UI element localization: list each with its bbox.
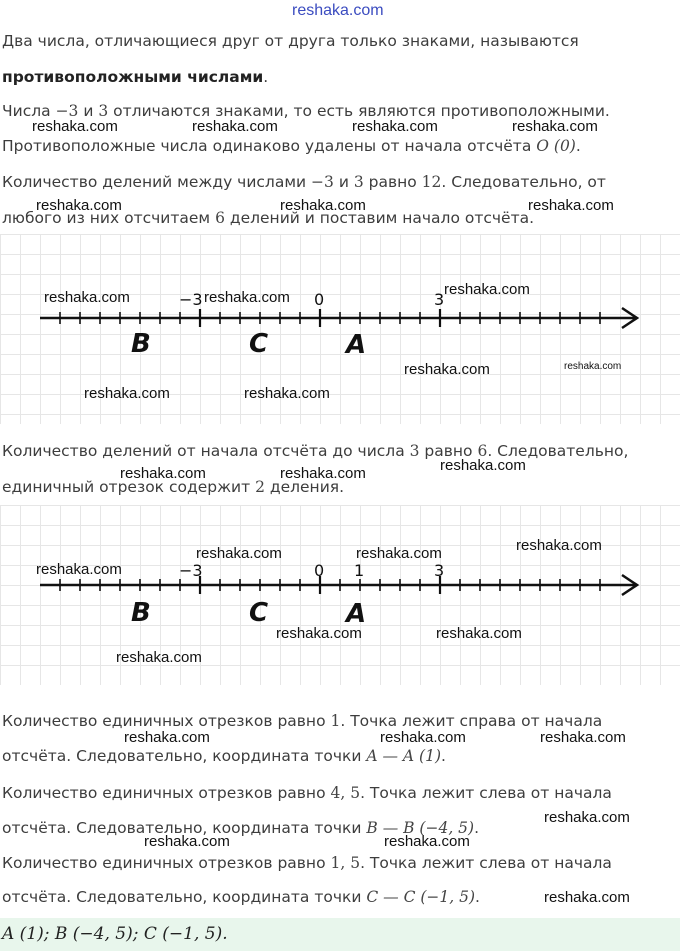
definition-line-1 <box>2 31 579 51</box>
watermark: reshaka.com <box>444 281 530 298</box>
watermark: reshaka.com <box>44 289 130 306</box>
watermark: reshaka.com <box>544 889 630 906</box>
point-label-c: C <box>249 598 269 628</box>
watermark: reshaka.com <box>196 545 282 562</box>
tick-label-0: 0 <box>314 290 325 309</box>
point-label-c: C <box>249 329 269 359</box>
watermark: reshaka.com <box>84 385 170 402</box>
watermark: reshaka.com <box>440 457 526 474</box>
watermark: reshaka.com <box>144 833 230 850</box>
number-line-2 <box>0 505 680 685</box>
definition-text: Два числа, отличающиеся друг от друга только знаками, называются <box>2 32 579 50</box>
watermark: reshaka.com <box>120 465 206 482</box>
opposites-line-2: Противоположные числа одинаково удалены от начала отсчёта O (0). <box>2 137 581 155</box>
divisions-line-1: Количество делений между числами −3 и 3 равно 12. Следовательно, от <box>2 173 606 191</box>
point-b-line-1: Количество единичных отрезков равно 4, 5. Точка лежит слева от начала <box>2 784 612 802</box>
site-header[interactable]: reshaka.com <box>292 2 384 19</box>
point-label-b: B <box>131 598 151 628</box>
watermark: reshaka.com <box>280 465 366 482</box>
watermark: reshaka.com <box>384 833 470 850</box>
divisions-line-2: любого из них отсчитаем 6 делений и поставим начало отсчёта. <box>2 209 535 227</box>
watermark: reshaka.com <box>244 385 330 402</box>
watermark: reshaka.com <box>116 649 202 666</box>
opposites-line-1: Числа −3 и 3 отличаются знаками, то есть являются противоположными. <box>2 102 610 120</box>
watermark: reshaka.com <box>192 118 278 135</box>
point-a-line-2: отсчёта. Следовательно, координата точки A — A (1). <box>2 747 446 765</box>
watermark: reshaka.com <box>540 729 626 746</box>
unit-line-2: единичный отрезок содержит 2 деления. <box>2 478 345 496</box>
watermark: reshaka.com <box>516 537 602 554</box>
watermark: reshaka.com <box>204 289 290 306</box>
unit-line-1: Количество делений от начала отсчёта до числа 3 равно 6. Следовательно, <box>2 442 629 460</box>
watermark: reshaka.com <box>356 545 442 562</box>
watermark: reshaka.com <box>512 118 598 135</box>
watermark: reshaka.com <box>36 561 122 578</box>
watermark: reshaka.com <box>404 361 490 378</box>
point-c-line-2: отсчёта. Следовательно, координата точки C — C (−1, 5). <box>2 888 480 906</box>
watermark: reshaka.com <box>436 625 522 642</box>
tick-label-0: 0 <box>314 561 325 580</box>
tick-label-minus3: −3 <box>179 561 203 580</box>
watermark: reshaka.com <box>380 729 466 746</box>
point-label-b: B <box>131 329 151 359</box>
point-c-line-1: Количество единичных отрезков равно 1, 5. Точка лежит слева от начала <box>2 854 612 872</box>
tick-label-3: 3 <box>434 561 445 580</box>
watermark: reshaka.com <box>124 729 210 746</box>
tick-label-1: 1 <box>354 561 365 580</box>
point-label-a: A <box>346 599 367 629</box>
watermark: reshaka.com <box>352 118 438 135</box>
point-label-a: A <box>346 330 367 360</box>
answer-text: A (1); B (−4, 5); C (−1, 5). <box>2 924 228 944</box>
watermark: reshaka.com <box>36 197 122 214</box>
definition-line-2: противоположными числами. <box>2 68 269 86</box>
number-line-figure-2 <box>0 505 680 685</box>
definition-term: противоположными числами <box>2 68 264 86</box>
watermark: reshaka.com <box>528 197 614 214</box>
point-b-line-2: отсчёта. Следовательно, координата точки B — B (−4, 5). <box>2 819 480 837</box>
tick-label-minus3: −3 <box>179 290 203 309</box>
watermark: reshaka.com <box>564 361 622 372</box>
point-a-line-1: Количество единичных отрезков равно 1. Точка лежит справа от начала <box>2 712 603 730</box>
tick-label-3: 3 <box>434 290 445 309</box>
watermark: reshaka.com <box>544 809 630 826</box>
watermark: reshaka.com <box>276 625 362 642</box>
watermark: reshaka.com <box>280 197 366 214</box>
answer-box <box>0 918 680 951</box>
watermark: reshaka.com <box>32 118 118 135</box>
